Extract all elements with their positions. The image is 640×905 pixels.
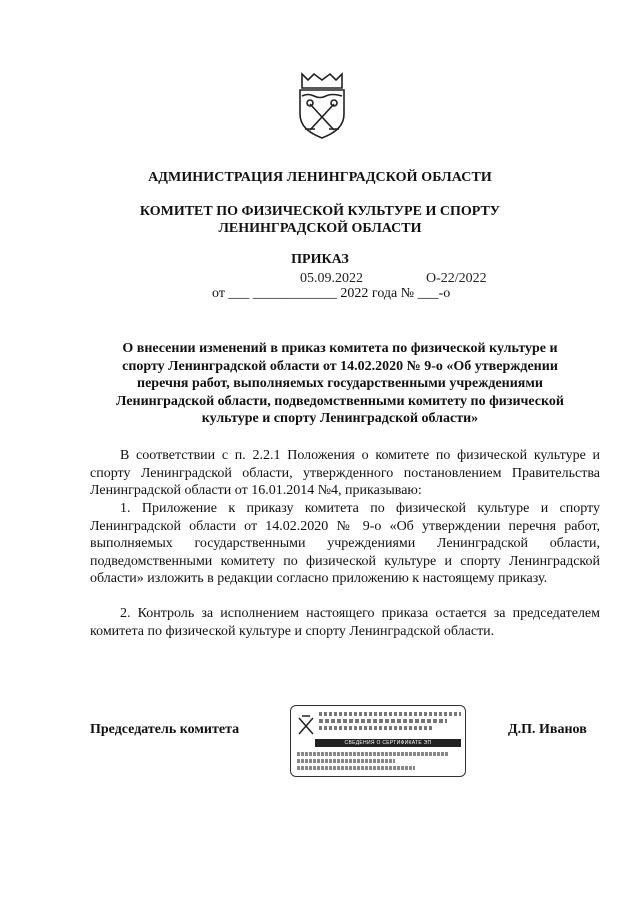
committee-title-line2: ЛЕНИНГРАДСКОЙ ОБЛАСТИ [218, 221, 422, 236]
subject-line: перечня работ, выполняемых государственными учреждениями [137, 376, 543, 391]
subject-line: Ленинградской области, подведомственными комитету по физической [116, 393, 564, 409]
coat-of-arms-icon [296, 70, 348, 140]
stamp-certificate-band: СВЕДЕНИЯ О СЕРТИФИКАТЕ ЭП [315, 739, 461, 747]
committee-title [0, 203, 640, 237]
signer-name: Д.П. Иванов [508, 722, 587, 737]
subject-line: О внесении изменений в приказ комитета по физической культуре и [122, 341, 558, 356]
subject-line: спорту Ленинградской области от 14.02.2020 № 9-о «Об утверждении [122, 358, 558, 374]
stamp-validity-line [297, 765, 461, 770]
item-2-paragraph: 2. Контроль за исполнением настоящего приказа остается за председателем комитета по физической культуре и спорту Ленинградской области. [90, 606, 600, 639]
administration-title: АДМИНИСТРАЦИЯ ЛЕНИНГРАДСКОЙ ОБЛАСТИ [148, 170, 492, 185]
item-1-paragraph: 1. Приложение к приказу комитета по физической культуре и спорту Ленинградской области от 14.02.2020 № 9-о «Об утверждении перечня работ, выполняемых государственными учреждениями Ленинградской области, подведомственными комитету по физической культуре и спорту Ленинградской области» изложить в редакции согласно приложению к настоящему приказу. [90, 501, 600, 586]
order-subject [90, 340, 590, 428]
subject-line: культуре и спорту Ленинградской области» [201, 411, 479, 426]
signature-stamp-emblem-icon [297, 714, 315, 736]
committee-title-line1: КОМИТЕТ ПО ФИЗИЧЕСКОЙ КУЛЬТУРЕ И СПОРТУ [139, 204, 501, 219]
stamp-header-text [319, 712, 461, 730]
order-date-line: от ___ ____________ 2022 года № ___-о [212, 286, 451, 301]
electronic-signature-stamp [290, 705, 466, 777]
preamble-paragraph: В соответствии с п. 2.2.1 Положения о комитете по физической культуре и спорту Ленинградской области, утвержденного постановлением Правительства Ленинградской области от 16.01.2014 №4, приказываю: [90, 448, 600, 498]
stamp-owner-line [297, 758, 461, 763]
signer-position: Председатель комитета [90, 722, 240, 737]
order-date: 05.09.2022 [300, 271, 363, 286]
document-type: ПРИКАЗ [291, 252, 349, 267]
stamp-certificate-line [297, 751, 461, 756]
order-number: О-22/2022 [426, 271, 487, 286]
